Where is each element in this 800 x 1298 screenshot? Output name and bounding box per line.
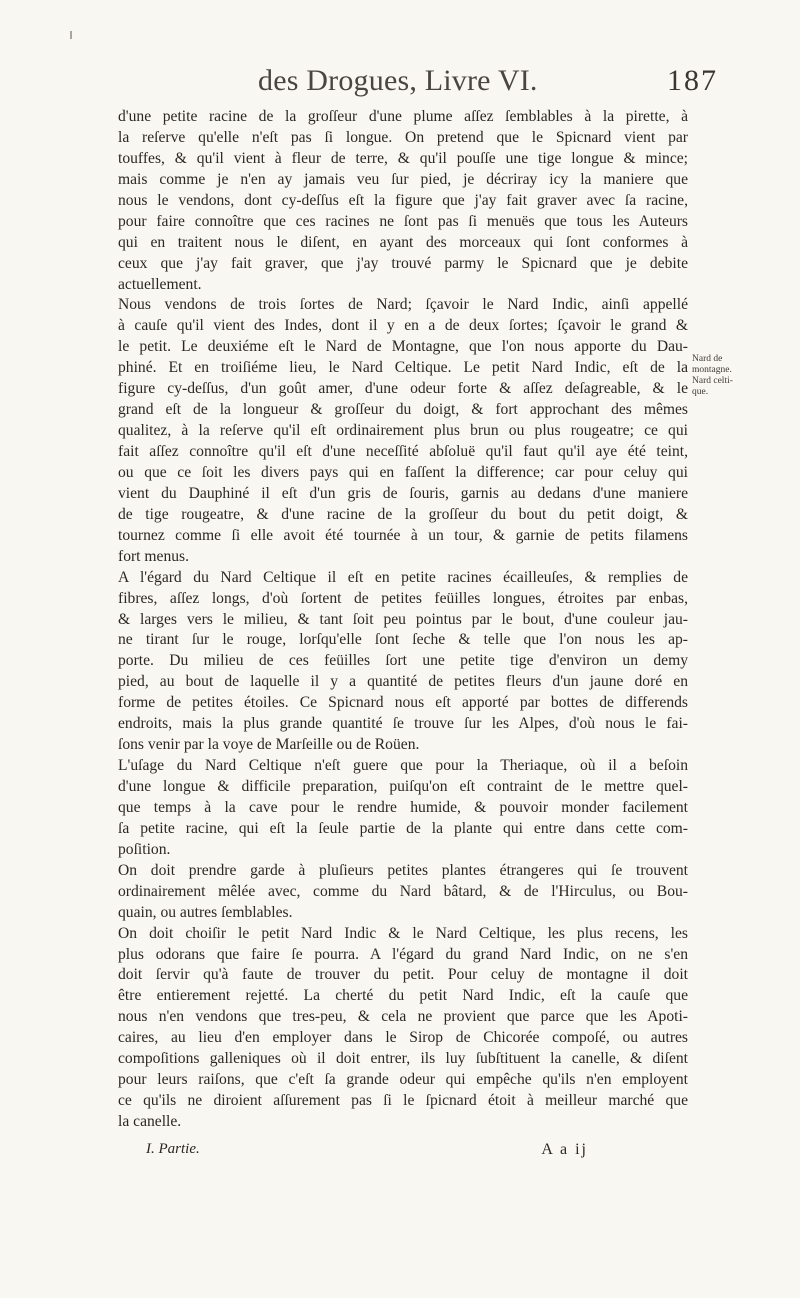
text-line: pied, au bout de laquelle il y a quantité de petites fleurs d'un jaune doré en bbox=[118, 673, 688, 691]
text-line: la canelle. bbox=[118, 1113, 182, 1130]
text-line: Nous vendons de trois ſortes de Nard; ſçavoir le Nard Indic, ainſi appellé bbox=[118, 296, 688, 314]
margin-note-line: que. bbox=[692, 387, 709, 397]
text-line: quain, ou autres ſemblables. bbox=[118, 903, 293, 921]
running-title: des Drogues, Livre VI. bbox=[258, 64, 538, 97]
text-line: d'une longue & difficile preparation, puiſqu'on eſt contraint de le mettre quel- bbox=[118, 778, 688, 795]
text-line: touffes, & qu'il vient à fleur de terre, & qu'il pouſſe une tige longue & mince; bbox=[118, 149, 688, 167]
text-line: mais comme je n'en ay jamais veu ſur pied, je décriray icy la maniere que bbox=[118, 170, 688, 188]
text-line: compoſitions galleniques où il doit entrer, ils luy ſubſtituent la canelle, & diſent bbox=[118, 1050, 688, 1068]
text-line: qualitez, à la reſerve qu'il eſt ordinairement plus brun ou plus rougeatre; ce qui bbox=[118, 422, 688, 440]
text-line: qui en traitent nous le diſent, en ayant des morceaux qui ſont conformes à bbox=[118, 233, 688, 251]
text-line: le petit. Le deuxiéme eſt le Nard de Montagne, que l'on nous apporte du Dau- bbox=[118, 338, 688, 356]
text-line: ſons venir par la voye de Marſeille ou de Roüen. bbox=[118, 736, 420, 754]
text-line: grand eſt de la longueur & groſſeur du doigt, & fort approchant des mêmes bbox=[118, 401, 688, 419]
text-line: d'une petite racine de la groſſeur d'une plume aſſez ſemblables à la pirette, à bbox=[118, 108, 688, 125]
margin-note-line: Nard de bbox=[692, 354, 723, 364]
part-label: I. Partie. bbox=[146, 1141, 200, 1157]
text-line: ceux que j'ay fait graver, que j'ay trouvé parmy le Spicnard que je debite bbox=[118, 254, 688, 272]
text-line: de tige rougeatre, & d'une racine de la groſſeur du bout du petit doigt, & bbox=[118, 505, 688, 523]
text-line: fort menus. bbox=[118, 547, 190, 565]
text-line: que temps à la cave pour le rendre humide, & pouvoir monder facilement bbox=[118, 798, 688, 816]
text-line: caires, au lieu d'en employer dans le Sirop de Chicorée compoſé, ou autres bbox=[118, 1029, 688, 1047]
text-line: la reſerve qu'elle n'eſt pas ſi longue. On pretend que le Spicnard vient par bbox=[118, 128, 688, 146]
margin-note-line: montagne. bbox=[692, 365, 732, 375]
text-line: tournez comme ſi elle avoit été tournée à un tour, & garnie de petits filamens bbox=[118, 526, 688, 544]
text-line: figure cy-deſſus, d'un goût amer, d'une odeur forte & aſſez deſagreable, & le bbox=[118, 380, 688, 398]
text-line: L'uſage du Nard Celtique n'eſt guere que pour la Theriaque, où il a beſoin bbox=[118, 757, 688, 775]
text-line: ou que ce ſoit les divers pays qui en faſſent la difference; car pour celuy qui bbox=[118, 463, 688, 481]
edge-mark bbox=[70, 31, 72, 39]
text-line: vient du Dauphiné il eſt d'un gris de ſouris, garnis au dedans d'une maniere bbox=[118, 484, 688, 502]
text-line: ſa petite racine, qui eſt la ſeule partie de la plante qui entre dans cette com- bbox=[118, 819, 688, 837]
text-line: nous le vendons, dont cy-deſſus eſt la figure que j'ay fait graver avec ſa racine, bbox=[118, 191, 688, 209]
page-footer bbox=[118, 1141, 588, 1165]
text-line: fait aſſez connoître qu'il eſt d'une neceſſité abſoluë qu'il faut qu'il aye été teint, bbox=[118, 443, 688, 460]
body-text bbox=[118, 107, 688, 1133]
text-line: nous n'en vendons que tres-peu, & cela ne provient que parce que les Apoti- bbox=[118, 1008, 688, 1026]
text-line: pour faire connoître que ces racines ne ſont pas ſi menuës que tous les Auteurs bbox=[118, 212, 688, 230]
text-line: & larges vers le milieu, & tant ſoit peu pointus par le bout, d'une couleur jau- bbox=[118, 610, 688, 628]
text-line: à cauſe qu'il vient des Indes, dont il y en a de deux ſortes; ſçavoir le grand & bbox=[118, 317, 688, 335]
text-line: ordinairement mêlée avec, comme du Nard bâtard, & de l'Hirculus, ou Bou- bbox=[118, 882, 688, 900]
text-line: On doit choiſir le petit Nard Indic & le Nard Celtique, les plus recens, les bbox=[118, 924, 688, 942]
text-line: ce qu'ils ne diroient aſſurement pas ſi le ſpicnard étoit à meilleur marché que bbox=[118, 1092, 688, 1110]
text-line: plus odorans que faire ſe pourra. A l'égard du grand Nard Indic, on ne s'en bbox=[118, 945, 688, 963]
text-line: actuellement. bbox=[118, 275, 202, 293]
text-line: porte. Du milieu de ces feüilles ſort une petite tige d'environ un demy bbox=[118, 652, 688, 670]
text-line: ne tirant ſur le rouge, lorſqu'elle ſont ſeche & telle que l'on nous les ap- bbox=[118, 631, 688, 649]
text-line: A l'égard du Nard Celtique il eſt en petite racines écailleuſes, & remplies de bbox=[118, 568, 688, 586]
text-line: forme de petites étoiles. Ce Spicnard nous eſt apporté par bottes de differends bbox=[118, 694, 688, 712]
text-line: On doit prendre garde à pluſieurs petites plantes étrangeres qui ſe trouvent bbox=[118, 861, 688, 879]
text-line: fibres, aſſez longs, d'où ſortent de petites feüilles longues, étroites par enbas, bbox=[118, 589, 688, 607]
running-head bbox=[258, 64, 718, 108]
text-line: doit ſervir qu'à faute de trouver du petit. Pour celuy de montagne il doit bbox=[118, 966, 688, 984]
signature-mark: A a ij bbox=[541, 1141, 588, 1158]
text-line: endroits, mais la plus grande quantité ſe trouve ſur les Alpes, d'où nous le fai- bbox=[118, 715, 688, 733]
text-line: être entierement rejetté. La cherté du petit Nard Indic, eſt la cauſe que bbox=[118, 987, 688, 1005]
text-line: phiné. Et en troiſiéme lieu, le Nard Celtique. Le petit Nard Indic, eſt de la bbox=[118, 359, 688, 377]
margin-note bbox=[692, 354, 762, 398]
text-line: pour leurs raiſons, que c'eſt ſa grande odeur qui empêche qu'ils n'en employent bbox=[118, 1071, 688, 1089]
page-number: 187 bbox=[667, 64, 718, 97]
text-line: poſition. bbox=[118, 840, 171, 858]
margin-note-line: Nard celti- bbox=[692, 376, 733, 386]
